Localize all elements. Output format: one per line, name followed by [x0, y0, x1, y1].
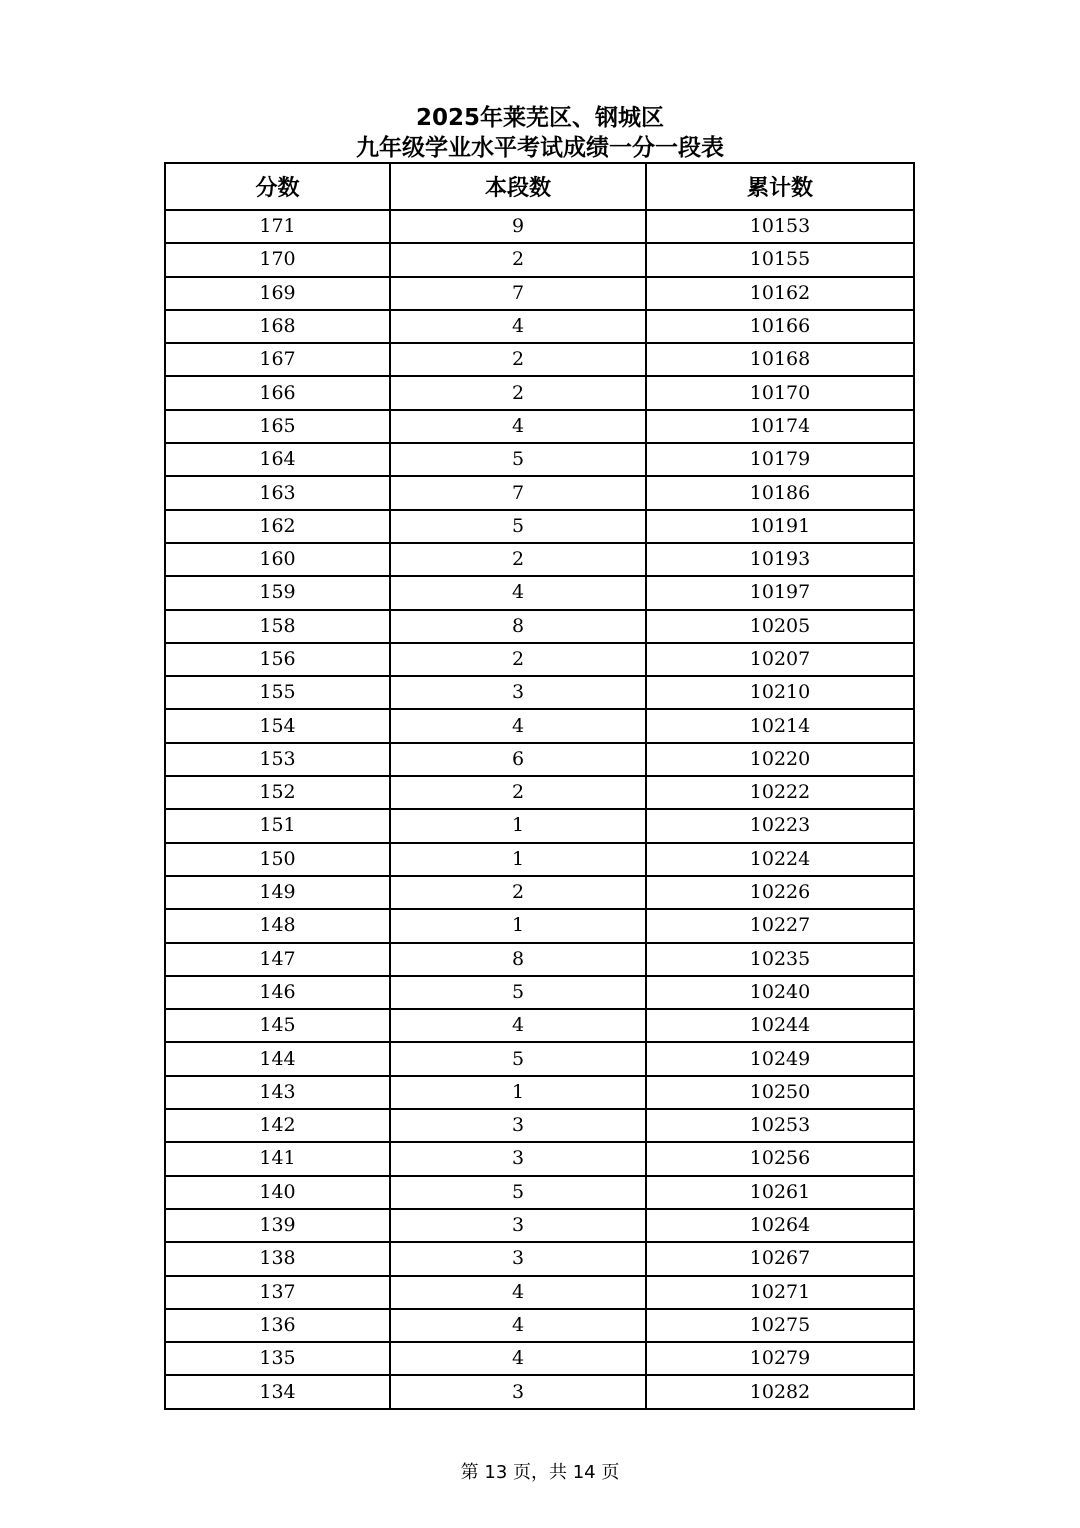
- table-row: [165, 1309, 914, 1342]
- cell-score: 163: [165, 476, 390, 509]
- table-row: [165, 476, 914, 509]
- table-row: [165, 376, 914, 409]
- cell-segment-count: 4: [390, 1309, 646, 1342]
- cell-score: 156: [165, 643, 390, 676]
- cell-score: 144: [165, 1042, 390, 1075]
- cell-score: 149: [165, 876, 390, 909]
- table-row: [165, 1009, 914, 1042]
- table-row: [165, 976, 914, 1009]
- cell-score: 158: [165, 610, 390, 643]
- cell-segment-count: 3: [390, 676, 646, 709]
- table-row: [165, 410, 914, 443]
- cell-score: 147: [165, 943, 390, 976]
- cell-segment-count: 8: [390, 610, 646, 643]
- cell-cumulative-count: 10271: [646, 1276, 914, 1309]
- cell-segment-count: 7: [390, 277, 646, 310]
- cell-cumulative-count: 10186: [646, 476, 914, 509]
- cell-segment-count: 1: [390, 909, 646, 942]
- table-row: [165, 876, 914, 909]
- cell-segment-count: 1: [390, 1076, 646, 1109]
- table-row: [165, 1342, 914, 1375]
- cell-segment-count: 4: [390, 1342, 646, 1375]
- cell-cumulative-count: 10191: [646, 510, 914, 543]
- cell-cumulative-count: 10253: [646, 1109, 914, 1142]
- cell-cumulative-count: 10179: [646, 443, 914, 476]
- cell-segment-count: 4: [390, 709, 646, 742]
- cell-segment-count: 4: [390, 576, 646, 609]
- cell-segment-count: 5: [390, 443, 646, 476]
- cell-segment-count: 4: [390, 410, 646, 443]
- cell-cumulative-count: 10168: [646, 343, 914, 376]
- cell-segment-count: 1: [390, 809, 646, 842]
- cell-cumulative-count: 10261: [646, 1176, 914, 1209]
- cell-score: 152: [165, 776, 390, 809]
- cell-cumulative-count: 10205: [646, 610, 914, 643]
- table-row: [165, 776, 914, 809]
- cell-cumulative-count: 10256: [646, 1142, 914, 1175]
- cell-score: 165: [165, 410, 390, 443]
- cell-segment-count: 4: [390, 310, 646, 343]
- cell-cumulative-count: 10155: [646, 243, 914, 276]
- document-title: 2025年莱芜区、钢城区: [415, 105, 664, 131]
- table-row: [165, 809, 914, 842]
- header-cumulative-count: 累计数: [646, 163, 914, 210]
- cell-cumulative-count: 10170: [646, 376, 914, 409]
- cell-score: 148: [165, 909, 390, 942]
- cell-segment-count: 4: [390, 1276, 646, 1309]
- cell-segment-count: 3: [390, 1242, 646, 1275]
- cell-score: 141: [165, 1142, 390, 1175]
- cell-score: 159: [165, 576, 390, 609]
- table-row: [165, 510, 914, 543]
- cell-cumulative-count: 10244: [646, 1009, 914, 1042]
- cell-cumulative-count: 10214: [646, 709, 914, 742]
- cell-segment-count: 3: [390, 1209, 646, 1242]
- table-row: [165, 943, 914, 976]
- table-row: [165, 443, 914, 476]
- cell-cumulative-count: 10153: [646, 210, 914, 243]
- cell-score: 142: [165, 1109, 390, 1142]
- cell-cumulative-count: 10240: [646, 976, 914, 1009]
- cell-score: 137: [165, 1276, 390, 1309]
- table-row: [165, 709, 914, 742]
- cell-segment-count: 1: [390, 843, 646, 876]
- cell-score: 139: [165, 1209, 390, 1242]
- cell-cumulative-count: 10207: [646, 643, 914, 676]
- score-distribution-table: [164, 162, 915, 1410]
- cell-cumulative-count: 10250: [646, 1076, 914, 1109]
- table-row: [165, 243, 914, 276]
- header-score: 分数: [165, 163, 390, 210]
- cell-segment-count: 2: [390, 776, 646, 809]
- cell-score: 136: [165, 1309, 390, 1342]
- cell-score: 160: [165, 543, 390, 576]
- cell-score: 167: [165, 343, 390, 376]
- cell-cumulative-count: 10174: [646, 410, 914, 443]
- cell-cumulative-count: 10226: [646, 876, 914, 909]
- header-segment-count: 本段数: [390, 163, 646, 210]
- table-body: [165, 210, 914, 1409]
- cell-segment-count: 2: [390, 876, 646, 909]
- cell-cumulative-count: 10220: [646, 743, 914, 776]
- table-header: [165, 163, 914, 210]
- cell-segment-count: 3: [390, 1375, 646, 1408]
- cell-cumulative-count: 10224: [646, 843, 914, 876]
- cell-score: 138: [165, 1242, 390, 1275]
- cell-segment-count: 6: [390, 743, 646, 776]
- table-row: [165, 543, 914, 576]
- cell-segment-count: 4: [390, 1009, 646, 1042]
- cell-cumulative-count: 10235: [646, 943, 914, 976]
- cell-score: 170: [165, 243, 390, 276]
- cell-cumulative-count: 10267: [646, 1242, 914, 1275]
- cell-score: 171: [165, 210, 390, 243]
- cell-cumulative-count: 10222: [646, 776, 914, 809]
- cell-segment-count: 2: [390, 643, 646, 676]
- cell-cumulative-count: 10197: [646, 576, 914, 609]
- cell-segment-count: 2: [390, 343, 646, 376]
- cell-cumulative-count: 10162: [646, 277, 914, 310]
- cell-cumulative-count: 10223: [646, 809, 914, 842]
- table-row: [165, 1076, 914, 1109]
- table-row: [165, 1176, 914, 1209]
- cell-score: 135: [165, 1342, 390, 1375]
- cell-score: 168: [165, 310, 390, 343]
- cell-segment-count: 2: [390, 543, 646, 576]
- cell-cumulative-count: 10193: [646, 543, 914, 576]
- table-row: [165, 1375, 914, 1408]
- cell-score: 154: [165, 709, 390, 742]
- table-row: [165, 676, 914, 709]
- cell-cumulative-count: 10227: [646, 909, 914, 942]
- table-row: [165, 1276, 914, 1309]
- cell-segment-count: 5: [390, 1176, 646, 1209]
- cell-score: 169: [165, 277, 390, 310]
- header-row: [165, 163, 914, 210]
- table-row: [165, 1142, 914, 1175]
- cell-cumulative-count: 10166: [646, 310, 914, 343]
- cell-segment-count: 9: [390, 210, 646, 243]
- cell-score: 146: [165, 976, 390, 1009]
- cell-score: 166: [165, 376, 390, 409]
- cell-cumulative-count: 10275: [646, 1309, 914, 1342]
- cell-score: 151: [165, 809, 390, 842]
- table-row: [165, 1042, 914, 1075]
- table-row: [165, 576, 914, 609]
- cell-score: 134: [165, 1375, 390, 1408]
- cell-cumulative-count: 10249: [646, 1042, 914, 1075]
- cell-score: 164: [165, 443, 390, 476]
- cell-score: 162: [165, 510, 390, 543]
- cell-segment-count: 3: [390, 1109, 646, 1142]
- cell-cumulative-count: 10264: [646, 1209, 914, 1242]
- cell-score: 145: [165, 1009, 390, 1042]
- table-row: [165, 1242, 914, 1275]
- cell-score: 140: [165, 1176, 390, 1209]
- page-footer: 第 13 页，共 14 页: [460, 1462, 620, 1483]
- table-row: [165, 310, 914, 343]
- cell-segment-count: 2: [390, 376, 646, 409]
- cell-score: 143: [165, 1076, 390, 1109]
- table-row: [165, 843, 914, 876]
- cell-segment-count: 7: [390, 476, 646, 509]
- cell-score: 150: [165, 843, 390, 876]
- table-row: [165, 210, 914, 243]
- cell-cumulative-count: 10279: [646, 1342, 914, 1375]
- cell-segment-count: 2: [390, 243, 646, 276]
- cell-cumulative-count: 10282: [646, 1375, 914, 1408]
- table-row: [165, 909, 914, 942]
- cell-score: 155: [165, 676, 390, 709]
- table-row: [165, 610, 914, 643]
- table-row: [165, 1109, 914, 1142]
- cell-segment-count: 5: [390, 510, 646, 543]
- cell-cumulative-count: 10210: [646, 676, 914, 709]
- table-row: [165, 743, 914, 776]
- cell-segment-count: 8: [390, 943, 646, 976]
- table-row: [165, 343, 914, 376]
- table-row: [165, 277, 914, 310]
- cell-segment-count: 5: [390, 1042, 646, 1075]
- cell-segment-count: 3: [390, 1142, 646, 1175]
- cell-segment-count: 5: [390, 976, 646, 1009]
- table-row: [165, 1209, 914, 1242]
- table-row: [165, 643, 914, 676]
- cell-score: 153: [165, 743, 390, 776]
- document-subtitle: 九年级学业水平考试成绩一分一段表: [356, 135, 724, 161]
